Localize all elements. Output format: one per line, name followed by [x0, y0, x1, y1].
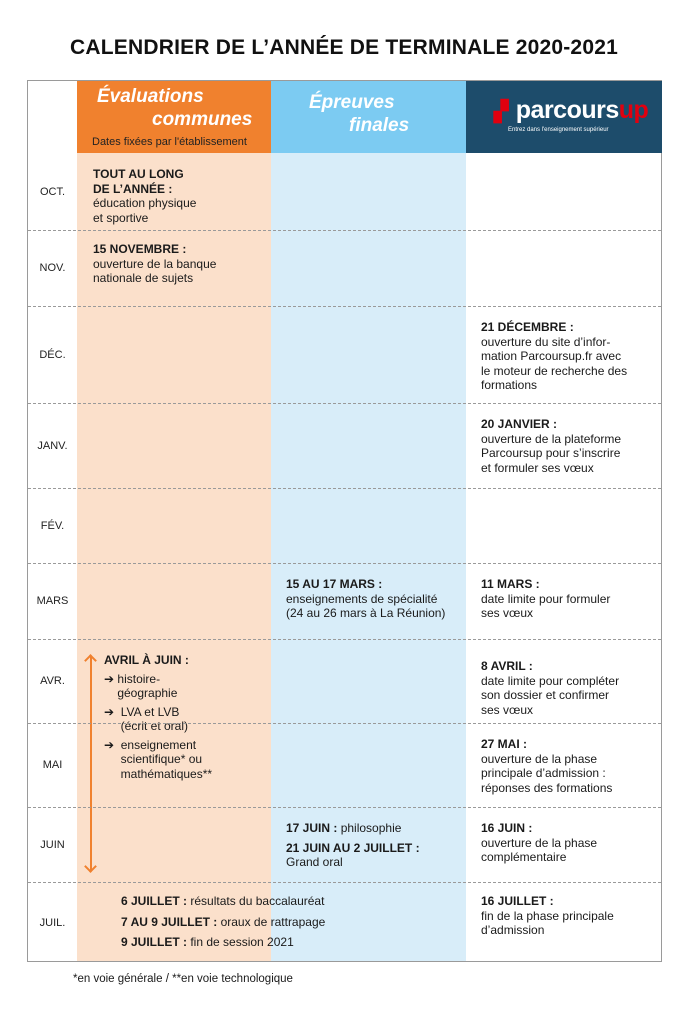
row-divider: [28, 723, 661, 724]
month-label: AVR.: [40, 675, 65, 687]
entry-date: AVRIL À JUIN :: [104, 653, 189, 667]
double-arrow-icon: [90, 656, 92, 871]
row-divider: [28, 807, 661, 808]
row-divider: [28, 230, 661, 231]
footnote: *en voie générale / **en voie technologique: [73, 973, 293, 985]
calendar-entry: [481, 320, 661, 393]
calendar-table: [27, 80, 662, 962]
calendar-entry: [481, 821, 661, 865]
entry-date: 15 AU 17 MARS :: [286, 577, 383, 591]
month-label: JUIL.: [39, 916, 66, 929]
calendar-entry: [481, 577, 661, 621]
entry-text: ouverture de la banque nationale de sujets: [93, 256, 217, 285]
entry-date: 20 JANVIER :: [481, 417, 558, 431]
entry-text: ouverture de la plateforme Parcoursup pour s’inscrire et formuler ses vœux: [481, 431, 622, 475]
entry-text: ouverture de la phase principale d’admission : réponses des formations: [481, 751, 613, 795]
calendar-entry: [481, 659, 661, 717]
parcoursup-cell: [481, 659, 661, 722]
epreuves-cell: [286, 577, 471, 626]
row-divider: [28, 639, 661, 640]
month-label: OCT.: [39, 185, 66, 198]
entry-text: fin de la phase principale d’admission: [481, 908, 614, 937]
parcoursup-cell: [481, 320, 661, 398]
entry-date: 9 JUILLET :: [121, 935, 188, 949]
entry-text: résultats du baccalauréat: [187, 894, 325, 908]
entry-date: 21 JUIN AU 2 JUILLET :: [286, 840, 420, 855]
entry-date: 16 JUILLET :: [481, 894, 554, 908]
month-label: JANV.: [37, 439, 68, 452]
row-divider: [28, 403, 661, 404]
calendar-entry: [121, 935, 421, 950]
evaluations-cell: [121, 894, 421, 956]
calendar-entry: [286, 821, 471, 836]
parcoursup-cell: [481, 577, 661, 626]
entry-text: ➔ histoire- géographie: [104, 671, 178, 700]
epreuves-header: [271, 81, 466, 153]
entry-text: Grand oral: [286, 855, 343, 869]
evaluations-cell: [104, 653, 279, 785]
month-label: MAI: [42, 759, 63, 771]
epreuves-cell: [286, 821, 471, 875]
parcoursup-slogan: Entrez dans l'enseignement supérieur: [508, 127, 609, 133]
parcoursup-cell: [481, 821, 661, 870]
page-title: CALENDRIER DE L’ANNÉE DE TERMINALE 2020-2021: [70, 36, 618, 59]
epreuves-title-1: Épreuves: [309, 92, 395, 113]
entry-date: 15 NOVEMBRE :: [93, 242, 187, 256]
entry-text: philosophie: [337, 821, 402, 835]
month-label: DÉC.: [39, 348, 66, 361]
calendar-entry: [104, 738, 279, 782]
calendar-entry: [481, 737, 661, 795]
entry-text: ouverture de la phase complémentaire: [481, 835, 598, 864]
parcoursup-logo: [486, 97, 648, 125]
row-divider: [28, 882, 661, 883]
evaluations-title-1: Évaluations: [97, 86, 204, 107]
epreuves-title-2: finales: [349, 115, 410, 136]
entry-text: éducation physique et sportive: [93, 196, 197, 225]
calendar-entry: [286, 841, 471, 870]
parcoursup-logo-text: parcoursup: [515, 96, 649, 124]
entry-date: 8 AVRIL :: [481, 659, 533, 673]
entry-date: 16 JUIN :: [481, 821, 533, 835]
entry-text: enseignements de spécialité (24 au 26 mars à La Réunion): [286, 591, 446, 620]
parcoursup-header: [466, 81, 662, 153]
calendar-entry: [93, 242, 268, 286]
calendar-entry: [93, 167, 268, 225]
evaluations-header: [77, 81, 271, 153]
month-label: FÉV.: [40, 519, 65, 532]
calendar-entry: [481, 894, 661, 938]
month-label: NOV.: [39, 262, 66, 274]
entry-date: 6 JUILLET :: [121, 894, 188, 908]
parcoursup-cell: [481, 894, 661, 943]
calendar-entry: [104, 705, 279, 734]
entry-text: ouverture du site d’infor- mation Parcoursup.fr avec le moteur de recherche des formations: [481, 334, 628, 392]
entry-text: date limite pour compléter son dossier et confirmer ses vœux: [481, 673, 620, 717]
entry-text: fin de session 2021: [187, 935, 294, 949]
calendar-entry: [104, 653, 279, 668]
parcoursup-logo-mark-icon: ▗▘: [486, 101, 516, 123]
calendar-entry: [481, 417, 661, 475]
evaluations-cell: [93, 242, 268, 291]
entry-date: 11 MARS :: [481, 577, 540, 591]
parcoursup-cell: [481, 737, 661, 800]
parcoursup-cell: [481, 417, 661, 480]
entry-text: ➔ LVA et LVB (écrit et oral): [104, 704, 189, 733]
evaluations-title-2: communes: [152, 109, 253, 130]
entry-date: 27 MAI :: [481, 737, 528, 751]
row-divider: [28, 306, 661, 307]
evaluations-subtitle: Dates fixées par l'établissement: [92, 136, 247, 148]
month-label: MARS: [36, 595, 69, 607]
calendar-entry: [121, 894, 421, 909]
entry-date: 7 AU 9 JUILLET :: [121, 914, 218, 929]
row-divider: [28, 563, 661, 564]
entry-text: date limite pour formuler ses vœux: [481, 591, 611, 620]
month-label: JUIN: [40, 838, 65, 851]
calendar-entry: [104, 672, 279, 701]
entry-text: ➔ enseignement scientifique* ou mathématiques**: [104, 737, 213, 781]
entry-date: TOUT AU LONG DE L’ANNÉE :: [93, 167, 184, 196]
row-divider: [28, 488, 661, 489]
evaluations-cell: [93, 167, 268, 230]
calendar-entry: [286, 577, 471, 621]
entry-date: 17 JUIN :: [286, 821, 338, 835]
calendar-entry: [121, 915, 421, 930]
entry-text: oraux de rattrapage: [217, 914, 326, 929]
entry-date: 21 DÉCEMBRE :: [481, 320, 574, 334]
